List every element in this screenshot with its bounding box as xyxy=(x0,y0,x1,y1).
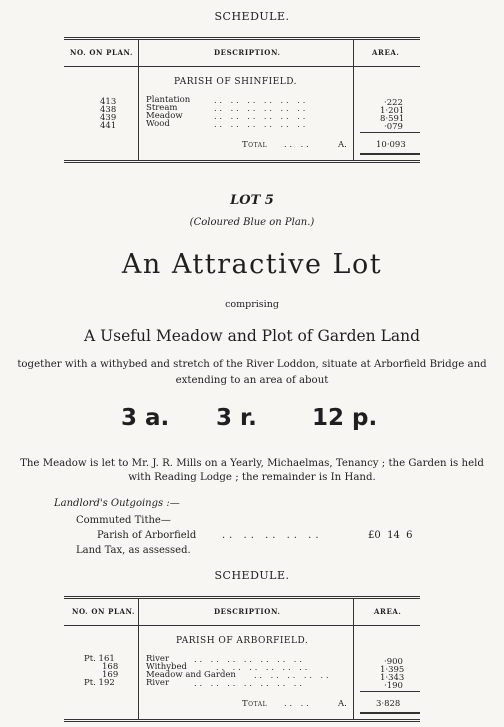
header-no: NO. ON PLAN. xyxy=(72,607,136,616)
table-header xyxy=(64,40,420,67)
row-area: 1·395 xyxy=(380,665,405,675)
row-area: ·190 xyxy=(384,681,403,691)
subtotal-rule xyxy=(360,691,420,692)
total-label: Total xyxy=(242,140,268,150)
row-desc: Withybed xyxy=(146,662,187,672)
schedule-table xyxy=(64,37,420,163)
row-desc: Meadow xyxy=(146,111,183,121)
row-desc: Stream xyxy=(146,103,178,113)
row-no: Pt. 192 xyxy=(84,678,115,688)
outgoings-heading: Landlord's Outgoings :— xyxy=(54,498,180,509)
header-description: DESCRIPTION. xyxy=(214,48,281,57)
table-header xyxy=(64,599,420,626)
row-no: 413 xyxy=(100,97,117,107)
total-value: 3·828 xyxy=(376,699,401,709)
header-description: DESCRIPTION. xyxy=(214,607,281,616)
tenancy-line: The Meadow is let to Mr. J. R. Mills on a Yearly, Michaelmas, Tenancy ; the Garden is held xyxy=(20,458,484,469)
total-value: 10·093 xyxy=(376,140,406,150)
leader-dots: .. .. .. .. .. .. xyxy=(216,663,311,672)
area-roods: 3 r. xyxy=(216,405,257,431)
row-no: 168 xyxy=(102,662,119,672)
schedule-table xyxy=(64,596,420,722)
outgoings-item: Commuted Tithe— xyxy=(76,515,171,526)
total-unit: A. xyxy=(338,140,347,150)
row-area: 8·591 xyxy=(380,114,405,124)
leader-dots: .. .. .. .. .. .. .. xyxy=(194,655,305,664)
total-label: Total xyxy=(242,699,268,709)
header-area: AREA. xyxy=(372,48,400,57)
outgoings-item: Parish of Arborfield xyxy=(97,530,197,541)
description-line: together with a withybed and stretch of the River Loddon, situate at Arborfield Bridge and xyxy=(17,359,487,370)
header-area: AREA. xyxy=(374,607,402,616)
total-rule xyxy=(360,712,420,714)
total-unit: A. xyxy=(338,699,347,709)
row-area: 1·343 xyxy=(380,673,405,683)
tenancy-line: with Reading Lodge ; the remainder is In Hand. xyxy=(128,472,376,483)
leader-dots: .. .. xyxy=(284,699,312,708)
row-desc: Plantation xyxy=(146,95,191,105)
outgoings-amount: £0 14 6 xyxy=(368,530,413,541)
schedule-title: SCHEDULE. xyxy=(214,10,290,23)
leader-dots: .. .. .. .. .. xyxy=(222,530,323,541)
leader-dots: .. .. xyxy=(284,140,312,149)
parish-heading: PARISH OF ARBORFIELD. xyxy=(176,636,309,646)
row-no: Pt. 161 xyxy=(84,654,115,664)
row-no: 441 xyxy=(100,121,117,131)
total-rule xyxy=(360,153,420,155)
parish-heading: PARISH OF SHINFIELD. xyxy=(174,77,297,87)
lot-title: LOT 5 xyxy=(230,193,274,208)
row-no: 439 xyxy=(100,113,117,123)
row-desc: Meadow and Garden xyxy=(146,670,236,680)
area-acres: 3 a. xyxy=(121,405,170,431)
leader-dots: .. .. .. .. .. .. .. xyxy=(194,679,305,688)
row-desc: River xyxy=(146,654,170,664)
row-no: 438 xyxy=(100,105,117,115)
row-area: ·079 xyxy=(384,122,403,132)
leader-dots: .. .. .. .. .. xyxy=(254,671,332,680)
subheading: A Useful Meadow and Plot of Garden Land xyxy=(83,327,421,345)
schedule-title: SCHEDULE. xyxy=(214,569,290,582)
row-area: ·222 xyxy=(384,98,403,108)
leader-dots: .. .. .. .. .. .. xyxy=(214,120,309,129)
row-desc: Wood xyxy=(146,119,170,129)
leader-dots: .. .. .. .. .. .. xyxy=(214,104,309,113)
row-area: ·900 xyxy=(384,657,403,667)
lot-subtitle: (Coloured Blue on Plan.) xyxy=(189,217,315,228)
outgoings-item: Land Tax, as assessed. xyxy=(76,545,191,556)
description-line: extending to an area of about xyxy=(175,375,329,386)
header-no: NO. ON PLAN. xyxy=(70,48,134,57)
row-area: 1·201 xyxy=(380,106,405,116)
leader-dots: .. .. .. .. .. .. xyxy=(214,112,309,121)
row-desc: River xyxy=(146,678,170,688)
headline: An Attractive Lot xyxy=(121,249,383,280)
comprising-text: comprising xyxy=(225,299,279,310)
area-perches: 12 p. xyxy=(312,405,378,431)
row-no: 169 xyxy=(102,670,119,680)
leader-dots: .. .. .. .. .. .. xyxy=(214,96,309,105)
subtotal-rule xyxy=(360,132,420,133)
